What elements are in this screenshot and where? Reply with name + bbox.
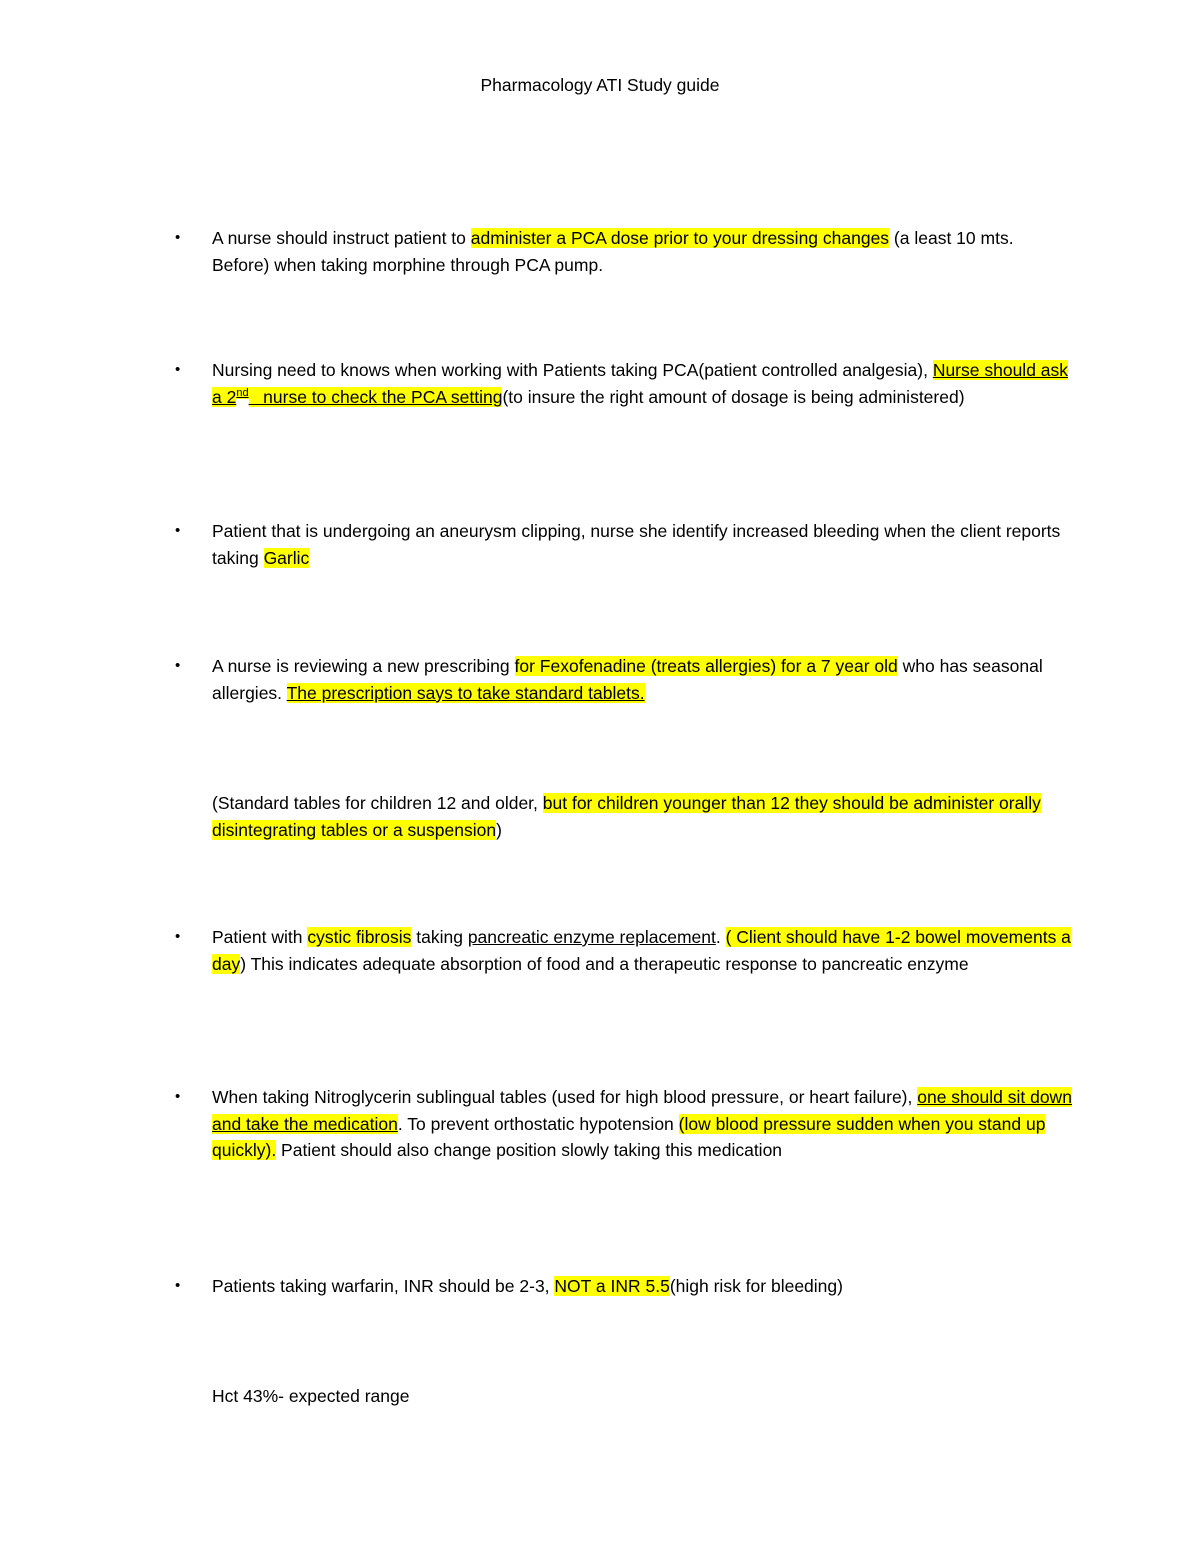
highlighted-text: administer a PCA dose prior to your dressing changes	[470, 228, 890, 248]
highlighted-text: (low blood pressure sudden when you stand up quickly).	[212, 1113, 1046, 1161]
paragraph-hct	[212, 1383, 1072, 1410]
item-text: .	[715, 927, 726, 947]
item-text: (Standard tables for children 12 and older,	[212, 793, 543, 813]
highlighted-text: cystic fibrosis	[307, 927, 412, 947]
highlighted-underlined-text: The prescription says to take standard tablets.	[286, 682, 645, 703]
item-text: (to insure the right amount of dosage is being administered)	[502, 386, 965, 407]
item-text: Hct 43%- expected range	[212, 1386, 410, 1406]
item-text: Patients taking warfarin, INR should be 2-3,	[212, 1276, 555, 1296]
bullet-icon: •	[175, 361, 181, 378]
list-item-nitroglycerin	[175, 1084, 1072, 1164]
bullet-icon: •	[175, 229, 181, 246]
highlighted-text: ( Client should have 1-2 bowel movements a day	[212, 927, 1071, 974]
highlighted-underlined-text: nurse to check the PCA setting	[248, 386, 503, 407]
highlighted-text: Garlic	[263, 547, 310, 568]
item-text: (high risk for bleeding)	[669, 1276, 843, 1296]
item-text: . To prevent orthostatic hypotension	[397, 1113, 679, 1134]
item-text: who has seasonal allergies.	[212, 656, 1043, 703]
list-item-warfarin	[175, 1273, 1072, 1300]
highlighted-underlined-text: one should sit down and take the medication	[212, 1087, 1072, 1134]
highlighted-underlined-text: Nurse should ask a 2	[212, 360, 1069, 407]
item-text: Patient should also change position slowly taking this medication	[276, 1140, 783, 1161]
item-text: Nursing need to knows when working with Patients taking PCA(patient controlled analgesia),	[212, 360, 933, 380]
page-title: Pharmacology ATI Study guide	[480, 75, 720, 95]
highlighted-text: for Fexofenadine (treats allergies) for a 7 year old	[514, 656, 898, 676]
list-item-garlic	[175, 518, 1072, 571]
paragraph-standard-tablets	[212, 790, 1072, 843]
list-item-cystic-fibrosis	[175, 924, 1072, 977]
item-text: A nurse should instruct patient to	[212, 228, 471, 248]
highlighted-text: NOT a INR 5.5	[554, 1276, 670, 1296]
superscript-text: nd	[236, 386, 249, 399]
item-text: taking	[411, 927, 468, 947]
item-text: When taking Nitroglycerin sublingual tables (used for high blood pressure, or heart failure),	[212, 1087, 918, 1107]
list-item-fexofenadine	[175, 653, 1072, 706]
item-text: ) This indicates adequate absorption of food and a therapeutic response to pancreatic enzyme	[240, 953, 969, 974]
item-text: A nurse is reviewing a new prescribing	[212, 656, 515, 676]
item-text: (a least 10 mts. Before) when taking morphine through PCA pump.	[212, 228, 1014, 275]
item-text: Patient with	[212, 927, 308, 947]
underlined-text: pancreatic enzyme replacement	[467, 927, 716, 947]
highlighted-text: but for children younger than 12 they should be administer orally disintegrating tables or a suspension	[212, 793, 1041, 840]
bullet-icon: •	[175, 1277, 181, 1294]
bullet-icon: •	[175, 522, 181, 539]
item-text: Patient that is undergoing an aneurysm clipping, nurse she identify increased bleeding when the client reports taking	[212, 521, 1061, 568]
bullet-icon: •	[175, 1088, 181, 1105]
list-item-pca-dose	[175, 225, 1072, 278]
item-text: )	[496, 819, 502, 840]
bullet-icon: •	[175, 657, 181, 674]
list-item-pca-setting	[175, 357, 1072, 410]
bullet-icon: •	[175, 928, 181, 945]
